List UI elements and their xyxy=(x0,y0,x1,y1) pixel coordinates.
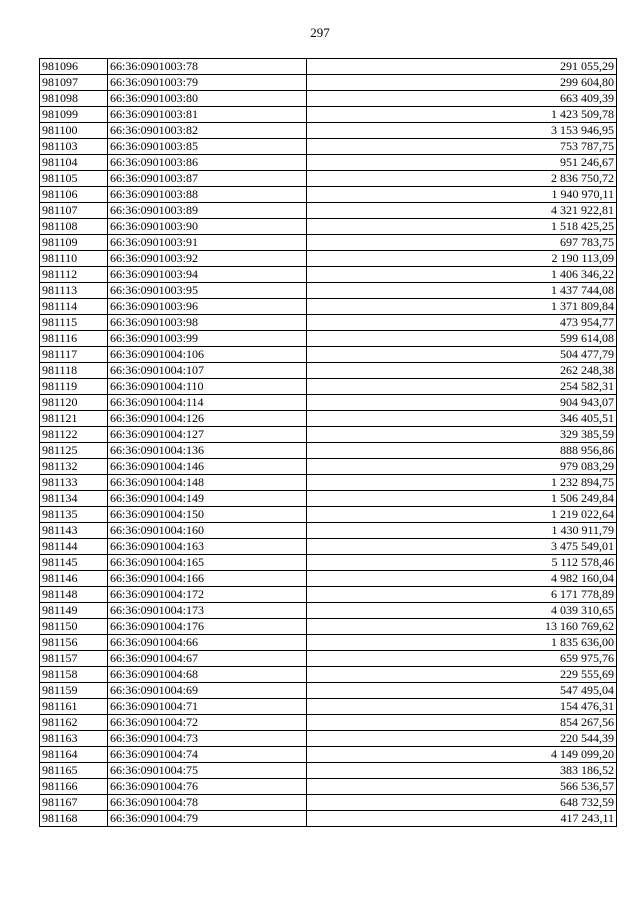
table-row xyxy=(40,795,617,811)
record-id-cell: 981098 xyxy=(40,91,108,107)
record-id-cell: 981117 xyxy=(40,347,108,363)
record-id-cell: 981109 xyxy=(40,235,108,251)
cadastral-number-cell: 66:36:0901004:66 xyxy=(108,635,307,651)
value-cell: 1 219 022,64 xyxy=(307,507,617,523)
value-cell: 854 267,56 xyxy=(307,715,617,731)
cadastral-number-cell: 66:36:0901004:69 xyxy=(108,683,307,699)
value-cell: 1 835 636,00 xyxy=(307,635,617,651)
table-row xyxy=(40,811,617,827)
record-id-cell: 981144 xyxy=(40,539,108,555)
cadastral-number-cell: 66:36:0901004:75 xyxy=(108,763,307,779)
cadastral-number-cell: 66:36:0901004:149 xyxy=(108,491,307,507)
cadastral-number-cell: 66:36:0901004:165 xyxy=(108,555,307,571)
cadastral-number-cell: 66:36:0901004:126 xyxy=(108,411,307,427)
table-row xyxy=(40,251,617,267)
cadastral-number-cell: 66:36:0901003:88 xyxy=(108,187,307,203)
record-id-cell: 981157 xyxy=(40,651,108,667)
record-id-cell: 981105 xyxy=(40,171,108,187)
cadastral-number-cell: 66:36:0901003:86 xyxy=(108,155,307,171)
value-cell: 1 437 744,08 xyxy=(307,283,617,299)
value-cell: 663 409,39 xyxy=(307,91,617,107)
table-row xyxy=(40,315,617,331)
cadastral-number-cell: 66:36:0901003:99 xyxy=(108,331,307,347)
cadastral-number-cell: 66:36:0901004:127 xyxy=(108,427,307,443)
value-cell: 1 406 346,22 xyxy=(307,267,617,283)
cadastral-number-cell: 66:36:0901004:166 xyxy=(108,571,307,587)
record-id-cell: 981103 xyxy=(40,139,108,155)
cadastral-number-cell: 66:36:0901004:176 xyxy=(108,619,307,635)
record-id-cell: 981150 xyxy=(40,619,108,635)
page-number: 297 xyxy=(310,25,330,40)
cadastral-number-cell: 66:36:0901004:67 xyxy=(108,651,307,667)
table-row xyxy=(40,779,617,795)
table-row xyxy=(40,459,617,475)
table-row xyxy=(40,443,617,459)
cadastral-number-cell: 66:36:0901004:172 xyxy=(108,587,307,603)
table-row xyxy=(40,59,617,75)
table-row xyxy=(40,715,617,731)
record-id-cell: 981156 xyxy=(40,635,108,651)
record-id-cell: 981163 xyxy=(40,731,108,747)
value-cell: 329 385,59 xyxy=(307,427,617,443)
table-row xyxy=(40,171,617,187)
cadastral-number-cell: 66:36:0901003:91 xyxy=(108,235,307,251)
value-cell: 2 190 113,09 xyxy=(307,251,617,267)
cadastral-number-cell: 66:36:0901003:78 xyxy=(108,59,307,75)
table-row xyxy=(40,379,617,395)
cadastral-number-cell: 66:36:0901004:73 xyxy=(108,731,307,747)
cadastral-number-cell: 66:36:0901004:78 xyxy=(108,795,307,811)
cadastral-number-cell: 66:36:0901003:82 xyxy=(108,123,307,139)
record-id-cell: 981134 xyxy=(40,491,108,507)
record-id-cell: 981104 xyxy=(40,155,108,171)
value-cell: 504 477,79 xyxy=(307,347,617,363)
value-cell: 648 732,59 xyxy=(307,795,617,811)
value-cell: 3 475 549,01 xyxy=(307,539,617,555)
value-cell: 888 956,86 xyxy=(307,443,617,459)
table-row xyxy=(40,91,617,107)
value-cell: 1 430 911,79 xyxy=(307,523,617,539)
record-id-cell: 981121 xyxy=(40,411,108,427)
record-id-cell: 981159 xyxy=(40,683,108,699)
table-row xyxy=(40,187,617,203)
value-cell: 6 171 778,89 xyxy=(307,587,617,603)
record-id-cell: 981149 xyxy=(40,603,108,619)
record-id-cell: 981100 xyxy=(40,123,108,139)
table-row xyxy=(40,395,617,411)
value-cell: 254 582,31 xyxy=(307,379,617,395)
value-cell: 5 112 578,46 xyxy=(307,555,617,571)
cadastral-number-cell: 66:36:0901003:94 xyxy=(108,267,307,283)
value-cell: 291 055,29 xyxy=(307,59,617,75)
record-id-cell: 981133 xyxy=(40,475,108,491)
record-id-cell: 981162 xyxy=(40,715,108,731)
record-id-cell: 981114 xyxy=(40,299,108,315)
table-row xyxy=(40,507,617,523)
cadastral-number-cell: 66:36:0901004:71 xyxy=(108,699,307,715)
cadastral-number-cell: 66:36:0901003:87 xyxy=(108,171,307,187)
table-row xyxy=(40,491,617,507)
table-row xyxy=(40,667,617,683)
record-id-cell: 981107 xyxy=(40,203,108,219)
record-id-cell: 981115 xyxy=(40,315,108,331)
record-id-cell: 981165 xyxy=(40,763,108,779)
cadastral-number-cell: 66:36:0901004:160 xyxy=(108,523,307,539)
record-id-cell: 981145 xyxy=(40,555,108,571)
table-row xyxy=(40,267,617,283)
table-row xyxy=(40,299,617,315)
record-id-cell: 981108 xyxy=(40,219,108,235)
value-cell: 566 536,57 xyxy=(307,779,617,795)
cadastral-number-cell: 66:36:0901004:106 xyxy=(108,347,307,363)
record-id-cell: 981106 xyxy=(40,187,108,203)
record-id-cell: 981167 xyxy=(40,795,108,811)
value-cell: 4 149 099,20 xyxy=(307,747,617,763)
value-cell: 262 248,38 xyxy=(307,363,617,379)
value-cell: 3 153 946,95 xyxy=(307,123,617,139)
table-row xyxy=(40,75,617,91)
cadastral-number-cell: 66:36:0901003:81 xyxy=(108,107,307,123)
value-cell: 1 371 809,84 xyxy=(307,299,617,315)
record-id-cell: 981164 xyxy=(40,747,108,763)
value-cell: 547 495,04 xyxy=(307,683,617,699)
table-row xyxy=(40,571,617,587)
record-id-cell: 981119 xyxy=(40,379,108,395)
cadastral-number-cell: 66:36:0901004:68 xyxy=(108,667,307,683)
value-cell: 979 083,29 xyxy=(307,459,617,475)
value-cell: 4 039 310,65 xyxy=(307,603,617,619)
cadastral-number-cell: 66:36:0901003:92 xyxy=(108,251,307,267)
record-id-cell: 981161 xyxy=(40,699,108,715)
record-id-cell: 981116 xyxy=(40,331,108,347)
value-cell: 346 405,51 xyxy=(307,411,617,427)
table-row xyxy=(40,475,617,491)
table-row xyxy=(40,123,617,139)
record-id-cell: 981135 xyxy=(40,507,108,523)
table-row xyxy=(40,747,617,763)
cadastral-number-cell: 66:36:0901004:136 xyxy=(108,443,307,459)
table-row xyxy=(40,283,617,299)
cadastral-number-cell: 66:36:0901003:90 xyxy=(108,219,307,235)
cadastral-number-cell: 66:36:0901004:150 xyxy=(108,507,307,523)
cadastral-number-cell: 66:36:0901004:114 xyxy=(108,395,307,411)
cadastral-number-cell: 66:36:0901004:163 xyxy=(108,539,307,555)
table-row xyxy=(40,539,617,555)
table-row xyxy=(40,219,617,235)
cadastral-number-cell: 66:36:0901004:74 xyxy=(108,747,307,763)
value-cell: 697 783,75 xyxy=(307,235,617,251)
value-cell: 1 506 249,84 xyxy=(307,491,617,507)
value-cell: 4 982 160,04 xyxy=(307,571,617,587)
table-row xyxy=(40,731,617,747)
value-cell: 753 787,75 xyxy=(307,139,617,155)
cadastral-number-cell: 66:36:0901004:146 xyxy=(108,459,307,475)
value-cell: 299 604,80 xyxy=(307,75,617,91)
record-id-cell: 981125 xyxy=(40,443,108,459)
value-cell: 1 423 509,78 xyxy=(307,107,617,123)
table-row xyxy=(40,107,617,123)
value-cell: 13 160 769,62 xyxy=(307,619,617,635)
record-id-cell: 981096 xyxy=(40,59,108,75)
table-body xyxy=(40,59,617,827)
value-cell: 599 614,08 xyxy=(307,331,617,347)
table-row xyxy=(40,699,617,715)
table-row xyxy=(40,635,617,651)
value-cell: 4 321 922,81 xyxy=(307,203,617,219)
record-id-cell: 981120 xyxy=(40,395,108,411)
cadastral-number-cell: 66:36:0901004:148 xyxy=(108,475,307,491)
cadastral-number-cell: 66:36:0901003:89 xyxy=(108,203,307,219)
cadastral-number-cell: 66:36:0901004:76 xyxy=(108,779,307,795)
table-row xyxy=(40,523,617,539)
value-cell: 154 476,31 xyxy=(307,699,617,715)
value-cell: 1 940 970,11 xyxy=(307,187,617,203)
cadastral-number-cell: 66:36:0901004:110 xyxy=(108,379,307,395)
cadastral-number-cell: 66:36:0901004:79 xyxy=(108,811,307,827)
record-id-cell: 981099 xyxy=(40,107,108,123)
cadastral-number-cell: 66:36:0901003:79 xyxy=(108,75,307,91)
cadastral-number-cell: 66:36:0901003:96 xyxy=(108,299,307,315)
value-cell: 417 243,11 xyxy=(307,811,617,827)
record-id-cell: 981113 xyxy=(40,283,108,299)
table-row xyxy=(40,555,617,571)
table-row xyxy=(40,203,617,219)
value-cell: 659 975,76 xyxy=(307,651,617,667)
table-row xyxy=(40,411,617,427)
record-id-cell: 981158 xyxy=(40,667,108,683)
record-id-cell: 981168 xyxy=(40,811,108,827)
table-row xyxy=(40,139,617,155)
record-id-cell: 981118 xyxy=(40,363,108,379)
table-row xyxy=(40,587,617,603)
value-cell: 220 544,39 xyxy=(307,731,617,747)
value-cell: 1 232 894,75 xyxy=(307,475,617,491)
cadastral-number-cell: 66:36:0901003:98 xyxy=(108,315,307,331)
table-row xyxy=(40,603,617,619)
cadastral-number-cell: 66:36:0901004:72 xyxy=(108,715,307,731)
table-row xyxy=(40,683,617,699)
value-cell: 951 246,67 xyxy=(307,155,617,171)
record-id-cell: 981110 xyxy=(40,251,108,267)
cadastral-number-cell: 66:36:0901003:95 xyxy=(108,283,307,299)
table-row xyxy=(40,155,617,171)
table-row xyxy=(40,619,617,635)
table-row xyxy=(40,331,617,347)
record-id-cell: 981097 xyxy=(40,75,108,91)
value-cell: 229 555,69 xyxy=(307,667,617,683)
cadastral-number-cell: 66:36:0901004:173 xyxy=(108,603,307,619)
cadastral-number-cell: 66:36:0901004:107 xyxy=(108,363,307,379)
table-row xyxy=(40,763,617,779)
value-cell: 473 954,77 xyxy=(307,315,617,331)
record-id-cell: 981143 xyxy=(40,523,108,539)
table-row xyxy=(40,347,617,363)
value-cell: 1 518 425,25 xyxy=(307,219,617,235)
table-row xyxy=(40,427,617,443)
record-id-cell: 981112 xyxy=(40,267,108,283)
record-id-cell: 981148 xyxy=(40,587,108,603)
table-row xyxy=(40,651,617,667)
record-id-cell: 981132 xyxy=(40,459,108,475)
table-row xyxy=(40,363,617,379)
record-id-cell: 981146 xyxy=(40,571,108,587)
cadastral-number-cell: 66:36:0901003:85 xyxy=(108,139,307,155)
value-cell: 383 186,52 xyxy=(307,763,617,779)
value-cell: 904 943,07 xyxy=(307,395,617,411)
cadastral-table xyxy=(39,58,617,827)
record-id-cell: 981166 xyxy=(40,779,108,795)
record-id-cell: 981122 xyxy=(40,427,108,443)
table-row xyxy=(40,235,617,251)
cadastral-number-cell: 66:36:0901003:80 xyxy=(108,91,307,107)
value-cell: 2 836 750,72 xyxy=(307,171,617,187)
